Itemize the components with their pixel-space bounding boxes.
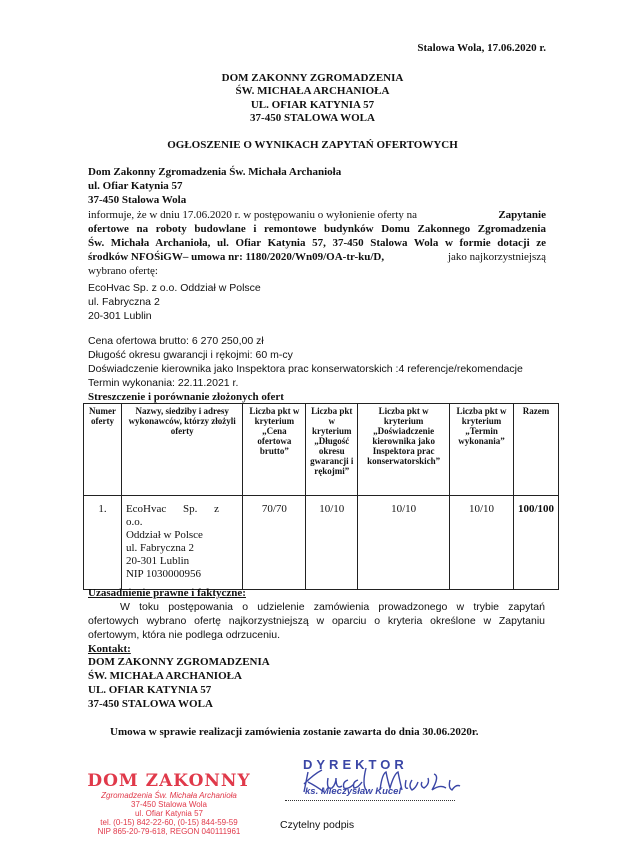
contact-line-1: DOM ZAKONNY ZGROMADZENIA	[88, 656, 270, 668]
offers-table	[83, 403, 559, 590]
detail-experience: Doświadczenie kierownika jako Inspektora prac konserwatorskich :4 referencje/rekomendacje	[88, 363, 523, 375]
stamp-line-5: NIP 865-20-79-618, REGON 040111961	[97, 827, 241, 836]
winner-street: ul. Fabryczna 2	[88, 296, 160, 308]
body-line-4-bold: środków NFOŚiGW– umowa nr: 1180/2020/Wn09/OA-tr-ku/D,	[88, 251, 385, 263]
detail-price: Cena ofertowa brutto: 6 270 250,00 zł	[88, 335, 264, 347]
body-line-2: ofertowe na roboty budowlane i remontowe budynków Domu Zakonnego Zgromadzenia	[88, 223, 546, 235]
justification-line-3: ofertowym, która nie podlega odrzuceniu.	[88, 629, 281, 641]
body-line-1-text: informuje, że w dniu 17.06.2020 r. w postępowaniu o wyłonienie oferty na	[88, 209, 418, 221]
institution-stamp	[84, 771, 254, 836]
body-paragraph	[88, 208, 546, 278]
contact-line-4: 37-450 STALOWA WOLA	[88, 698, 213, 710]
cell-price-pts: 70/70	[243, 496, 306, 590]
justification-heading: Uzasadnienie prawne i faktyczne:	[88, 587, 246, 599]
body-line-1	[88, 208, 546, 222]
body-line-5: wybrano ofertę:	[88, 265, 158, 277]
body-line-3: Św. Michała Archanioła, ul. Ofiar Katynia 57, 37-450 Stalowa Wola w formie dotacji ze	[88, 237, 546, 249]
page-title: OGŁOSZENIE O WYNIKACH ZAPYTAŃ OFERTOWYCH	[167, 139, 458, 151]
sender-line-1: Dom Zakonny Zgromadzenia Św. Michała Archanioła	[88, 166, 342, 178]
stamp-line-1: Zgromadzenia Św. Michała Archanioła	[101, 791, 237, 800]
justification-line-2: ofertowych wybrano ofertę najkorzystniejszą w oparciu o kryteria określone w Zapytaniu	[88, 615, 545, 627]
stamp-title: DOM ZAKONNY	[87, 771, 251, 791]
body-line-4-text: jako najkorzystniejszą	[447, 251, 546, 263]
header-line-1: DOM ZAKONNY ZGROMADZENIA	[221, 72, 404, 84]
director-title: DYREKTOR	[303, 757, 408, 772]
winner-name: EcoHvac Sp. z o.o. Oddział w Polsce	[88, 282, 261, 294]
contractor-line-3: ul. Fabryczna 2	[125, 542, 195, 554]
header-line-3: UL. OFIAR KATYNIA 57	[250, 99, 375, 111]
header-term-pts: Liczba pkt w kryterium „Termin wykonania”	[450, 404, 514, 496]
table-row	[84, 496, 559, 590]
contact-line-2: ŚW. MICHAŁA ARCHANIOŁA	[88, 670, 242, 682]
cell-number: 1.	[84, 496, 122, 590]
stamp-line-4: tel. (0-15) 842-22-60, (0-15) 844-59-59	[100, 818, 238, 827]
legible-signature-label: Czytelny podpis	[280, 819, 355, 831]
stamp-line-3: ul. Ofiar Katynia 57	[134, 809, 204, 818]
stamp-line-2: 37-450 Stalowa Wola	[131, 800, 207, 809]
date-line: Stalowa Wola, 17.06.2020 r.	[417, 42, 546, 54]
cell-contractor	[121, 496, 243, 590]
detail-warranty: Długość okresu gwarancji i rękojmi: 60 m-cy	[88, 349, 293, 361]
contractor-line-4: 20-301 Lublin	[125, 555, 190, 567]
header-price-pts: Liczba pkt w kryterium „Cena ofertowa brutto”	[243, 404, 306, 496]
cell-total: 100/100	[513, 496, 558, 590]
contract-note: Umowa w sprawie realizacji zamówienia zostanie zawarta do dnia 30.06.2020r.	[110, 726, 479, 738]
sender-line-3: 37-450 Stalowa Wola	[88, 194, 187, 206]
header-contractor: Nazwy, siedziby i adresy wykonawców, którzy złożyli oferty	[121, 404, 243, 496]
winner-city: 20-301 Lublin	[88, 310, 152, 322]
header-line-4: 37-450 STALOWA WOLA	[250, 112, 375, 124]
cell-experience-pts: 10/10	[358, 496, 450, 590]
contractor-line-5: NIP 1030000956	[125, 568, 202, 580]
body-line-4	[88, 250, 546, 264]
director-name: ks. Mieczysław Kucel	[305, 786, 402, 797]
sender-line-2: ul. Ofiar Katynia 57	[88, 180, 183, 192]
justification-line-1: W toku postępowania o udzielenie zamówienia prowadzonego w trybie zapytań	[120, 601, 545, 613]
cell-term-pts: 10/10	[450, 496, 514, 590]
contractor-line-1-text: EcoHvac Sp. z o.o.	[125, 503, 219, 528]
table-title: Streszczenie i porównanie złożonych ofert	[88, 391, 284, 403]
contractor-line-1	[126, 503, 241, 529]
signature-line	[285, 800, 455, 801]
cell-warranty-pts: 10/10	[306, 496, 358, 590]
body-line-1-bold: Zapytanie	[498, 209, 546, 221]
header-experience-pts: Liczba pkt w kryterium „Doświadczenie kierownika jako Inspektora prac konserwatorskich”	[358, 404, 450, 496]
detail-term: Termin wykonania: 22.11.2021 r.	[88, 377, 239, 389]
contact-heading: Kontakt:	[88, 643, 131, 655]
header-number: Numer oferty	[84, 404, 122, 496]
header-warranty-pts: Liczba pkt w kryterium „Długość okresu gwarancji i rękojmi”	[306, 404, 358, 496]
header-line-2: ŚW. MICHAŁA ARCHANIOŁA	[235, 85, 390, 97]
contact-line-3: UL. OFIAR KATYNIA 57	[88, 684, 212, 696]
table-header-row	[84, 404, 559, 496]
header-total: Razem	[513, 404, 558, 496]
contractor-line-2: Oddział w Polsce	[125, 529, 203, 541]
